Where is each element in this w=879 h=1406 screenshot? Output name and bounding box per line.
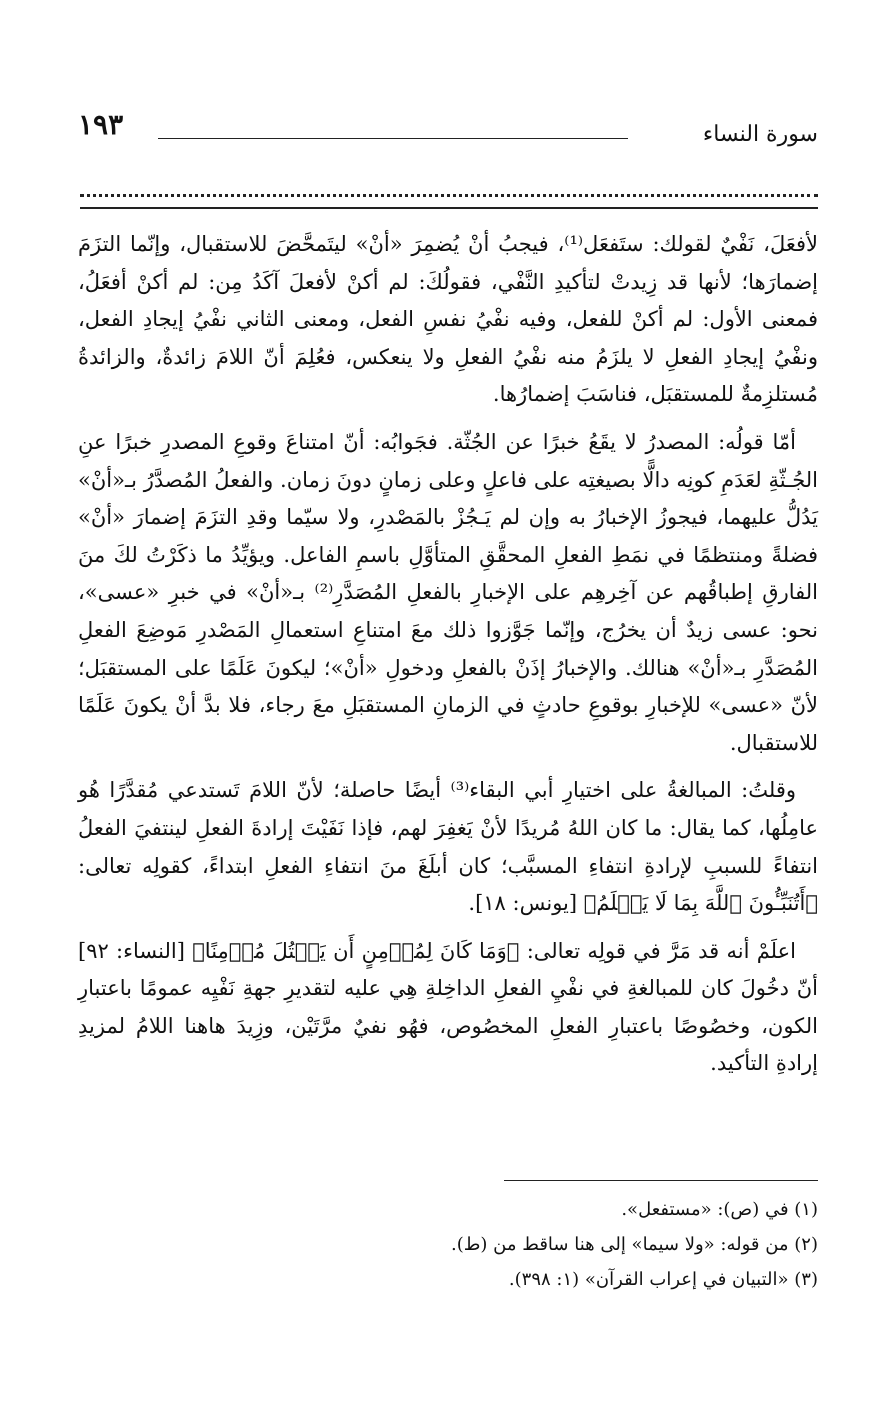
footnote: (٣) «التبيان في إعراب القرآن» (١: ٣٩٨). — [508, 1269, 818, 1290]
header-rule — [158, 138, 628, 139]
footnotes — [78, 1192, 818, 1297]
paragraph: وقلتُ: المبالغةُ على اختيارِ أبي البقاء⁽³⁾ أيضًا حاصلة؛ لأنّ اللامَ تَستدعي مُقدَّرًا هُو عامِلُها، كما يقال: ما كان اللهُ مُريدًا لأنْ يَغفِرَ لهم، فإذا نَفَيْتَ إرادةَ الفعلِ لينتفيَ الفعلُ انتفاءً للسببِ لإرادةِ انتفاءِ المسبَّب؛ كان أبلَغَ منَ انتفاءِ الفعلِ ابتداءً، كقولِه تعالى: ﴿أَتُنَبِّـُٔونَ ٱللَّهَ بِمَا لَا يَعۡلَمُ﴾ [يونس: ١٨]. — [78, 778, 818, 916]
paragraph: اعلَمْ أنه قد مَرَّ في قولِه تعالى: ﴿وَمَا كَانَ لِمُؤۡمِنٍ أَن يَقۡتُلَ مُؤۡمِنًا﴾ [النساء: ٩٢] أنّ دخُولَ كان للمبالغةِ في نفْيِ الفعلِ الداخِلةِ هِي عليه لتقديرِ جهةِ نَفْيِه عمومًا باعتبارِ الكون، وخصُوصًا باعتبارِ الفعلِ المخصُوص، فهُو نفيٌ مرَّتَيْن، وزِيدَ هاهنا اللامُ لمزيدِ إرادةِ التأكيد. — [78, 938, 818, 1076]
footnote-rule — [504, 1180, 818, 1181]
footnote: (١) في (ص): «مستفعل». — [621, 1199, 818, 1220]
paragraph: لأفعَلَ، نَفْيٌ لقولك: ستَفعَل⁽¹⁾، فيجبُ أنْ يُضمِرَ «أنْ» ليتَمحَّضَ للاستقبال، وإنّما التزَمَ إضمارَها؛ لأنها قد زِيدتْ لتأكيدِ النَّفْي، فقولُكَ: لم أكنْ لأفعلَ آكَدُ مِن: لم أكنْ أفعَلُ، فمعنى الأول: لم أكنْ للفعل، وفيه نفْيُ نفسِ الفعل، ومعنى الثاني نفْيُ إيجادِ الفعل، ونفْيُ إيجادِ الفعلِ لا يلزَمُ منه نفْيُ الفعلِ ولا ينعكس، فعُلِمَ أنّ اللامَ زائدةٌ، والزائدةُ مُستلزِمةٌ للمستقبَل، فناسَبَ إضمارُها. — [78, 232, 818, 407]
dotted-separator — [80, 184, 818, 197]
main-text — [78, 226, 818, 1093]
surah-title: سورة النساء — [702, 122, 818, 147]
page-number: ١٩٣ — [78, 108, 124, 141]
page-header — [78, 108, 818, 156]
paragraph: أمّا قولُه: المصدرُ لا يقَعُ خبرًا عن الجُثّة. فجَوابُه: أنّ امتناعَ وقوعِ المصدرِ خبرًا عنِ الجُـثّةِ لعَدَمِ كونِه دالًّا بصيغتِه على فاعلٍ وعلى زمانٍ دونَ زمان. والفعلُ المُصدَّرُ بـ«أنْ» يَدُلُّ عليهما، فيجوزُ الإخبارُ به وإن لم يَـجُزْ بالمَصْدرِ، ولا سيّما وقدِ التزَمَ إضمارَ «أنْ» فضلةً ومنتظمًا في نمَطِ الفعلِ المحقَّقِ المتأوَّلِ باسمِ الفاعل. ويؤيِّدُ ما ذكَرْتُ لكَ منَ الفارقِ إطباقُهم عن آخِرهِم على الإخبارِ بالفعلِ المُصَدَّرِ⁽²⁾ بـ«أنْ» في خبرِ «عسى»، نحو: عسى زيدٌ أن يخرُج، وإنّما جَوَّزوا ذلك معَ امتناعِ استعمالِ المَصْدرِ مَوضِعَ الفعلِ المُصَدَّرِ بـ«أنْ» هنالك. والإخبارُ إذَنْ بالفعلِ ودخولِ «أنْ»؛ ليكونَ عَلَمًا على المستقبَل؛ لأنّ «عسى» للإخبارِ بوقوعِ حادثٍ في الزمانِ المستقبَلِ معَ رجاء، فلا بدَّ أنْ يكونَ عَلَمًا للاستقبال. — [78, 429, 818, 755]
separator-rule — [80, 207, 818, 209]
footnote: (٢) من قوله: «ولا سيما» إلى هنا ساقط من (ط). — [451, 1234, 818, 1255]
